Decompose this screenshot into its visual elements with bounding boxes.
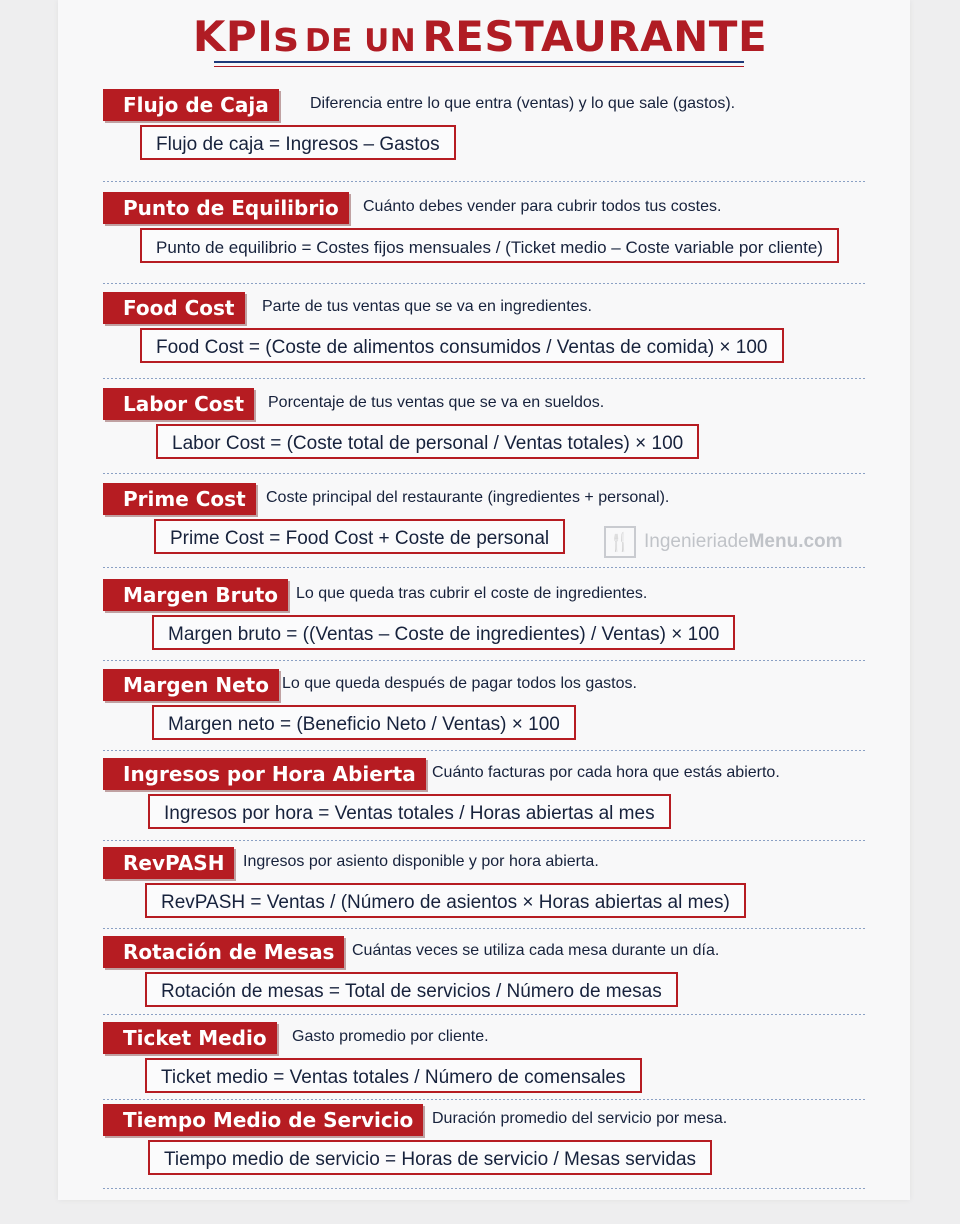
page-title bbox=[0, 12, 960, 61]
kpi-formula: Flujo de caja = Ingresos – Gastos bbox=[140, 125, 456, 160]
separator bbox=[103, 840, 865, 841]
kpi-formula: Food Cost = (Coste de alimentos consumidos / Ventas de comida) × 100 bbox=[140, 328, 784, 363]
title-de-un: DE UN bbox=[304, 23, 417, 59]
kpi-description: Duración promedio del servicio por mesa. bbox=[432, 1110, 728, 1127]
kpi-name: Labor Cost bbox=[103, 388, 254, 420]
kpi-formula: Ingresos por hora = Ventas totales / Horas abiertas al mes bbox=[148, 794, 671, 829]
kpi-formula: Ticket medio = Ventas totales / Número de comensales bbox=[145, 1058, 642, 1093]
kpi-tiempo-medio-de-servicio bbox=[0, 1104, 960, 1224]
kpi-formula: Rotación de mesas = Total de servicios / Número de mesas bbox=[145, 972, 678, 1007]
kpi-formula: Punto de equilibrio = Costes fijos mensuales / (Ticket medio – Coste variable por cliente) bbox=[140, 228, 839, 263]
kpi-name: Punto de Equilibrio bbox=[103, 192, 349, 224]
kpi-formula: Margen bruto = ((Ventas – Coste de ingredientes) / Ventas) × 100 bbox=[152, 615, 735, 650]
kpi-description: Coste principal del restaurante (ingredientes + personal). bbox=[266, 489, 670, 506]
kpi-name: Tiempo Medio de Servicio bbox=[103, 1104, 423, 1136]
separator bbox=[103, 181, 865, 182]
kpi-description: Lo que queda después de pagar todos los gastos. bbox=[282, 675, 637, 692]
separator bbox=[103, 283, 865, 284]
kpi-name: Ticket Medio bbox=[103, 1022, 277, 1054]
separator bbox=[103, 378, 865, 379]
kpi-description: Cuánto facturas por cada hora que estás abierto. bbox=[432, 764, 780, 781]
kpi-name: Ingresos por Hora Abierta bbox=[103, 758, 426, 790]
kpi-description: Cuántas veces se utiliza cada mesa durante un día. bbox=[352, 942, 720, 959]
kpi-formula: Tiempo medio de servicio = Horas de servicio / Mesas servidas bbox=[148, 1140, 712, 1175]
separator bbox=[103, 1099, 865, 1100]
kpi-formula: RevPASH = Ventas / (Número de asientos × Horas abiertas al mes) bbox=[145, 883, 746, 918]
kpi-name: Rotación de Mesas bbox=[103, 936, 344, 968]
kpi-description: Cuánto debes vender para cubrir todos tus costes. bbox=[363, 198, 722, 215]
watermark-text-light: Ingenieriade bbox=[644, 531, 749, 552]
separator bbox=[103, 1188, 865, 1189]
title-underline-red bbox=[214, 66, 744, 67]
kpi-description: Porcentaje de tus ventas que se va en sueldos. bbox=[268, 394, 605, 411]
kpi-description: Ingresos por asiento disponible y por hora abierta. bbox=[243, 853, 599, 870]
kpi-description: Diferencia entre lo que entra (ventas) y lo que sale (gastos). bbox=[310, 95, 736, 112]
kpi-formula: Prime Cost = Food Cost + Coste de personal bbox=[154, 519, 565, 554]
title-kpis: KPIs bbox=[192, 12, 299, 61]
separator bbox=[103, 660, 865, 661]
kpi-formula: Labor Cost = (Coste total de personal / Ventas totales) × 100 bbox=[156, 424, 699, 459]
title-restaurante: RESTAURANTE bbox=[422, 12, 768, 61]
separator bbox=[103, 1014, 865, 1015]
fork-knife-icon: 🍴 bbox=[604, 526, 636, 558]
title-underline-blue bbox=[214, 61, 744, 63]
kpi-name: RevPASH bbox=[103, 847, 234, 879]
separator bbox=[103, 567, 865, 568]
kpi-name: Margen Neto bbox=[103, 669, 279, 701]
kpi-description: Lo que queda tras cubrir el coste de ingredientes. bbox=[296, 585, 648, 602]
separator bbox=[103, 928, 865, 929]
separator bbox=[103, 750, 865, 751]
kpi-name: Flujo de Caja bbox=[103, 89, 279, 121]
kpi-name: Food Cost bbox=[103, 292, 245, 324]
separator bbox=[103, 473, 865, 474]
kpi-name: Prime Cost bbox=[103, 483, 256, 515]
kpi-flujo-de-caja bbox=[0, 89, 960, 209]
kpi-name: Margen Bruto bbox=[103, 579, 288, 611]
kpi-formula: Margen neto = (Beneficio Neto / Ventas) × 100 bbox=[152, 705, 576, 740]
kpi-description: Gasto promedio por cliente. bbox=[292, 1028, 489, 1045]
watermark-text-bold: Menu.com bbox=[748, 531, 843, 552]
kpi-description: Parte de tus ventas que se va en ingredientes. bbox=[262, 298, 592, 315]
